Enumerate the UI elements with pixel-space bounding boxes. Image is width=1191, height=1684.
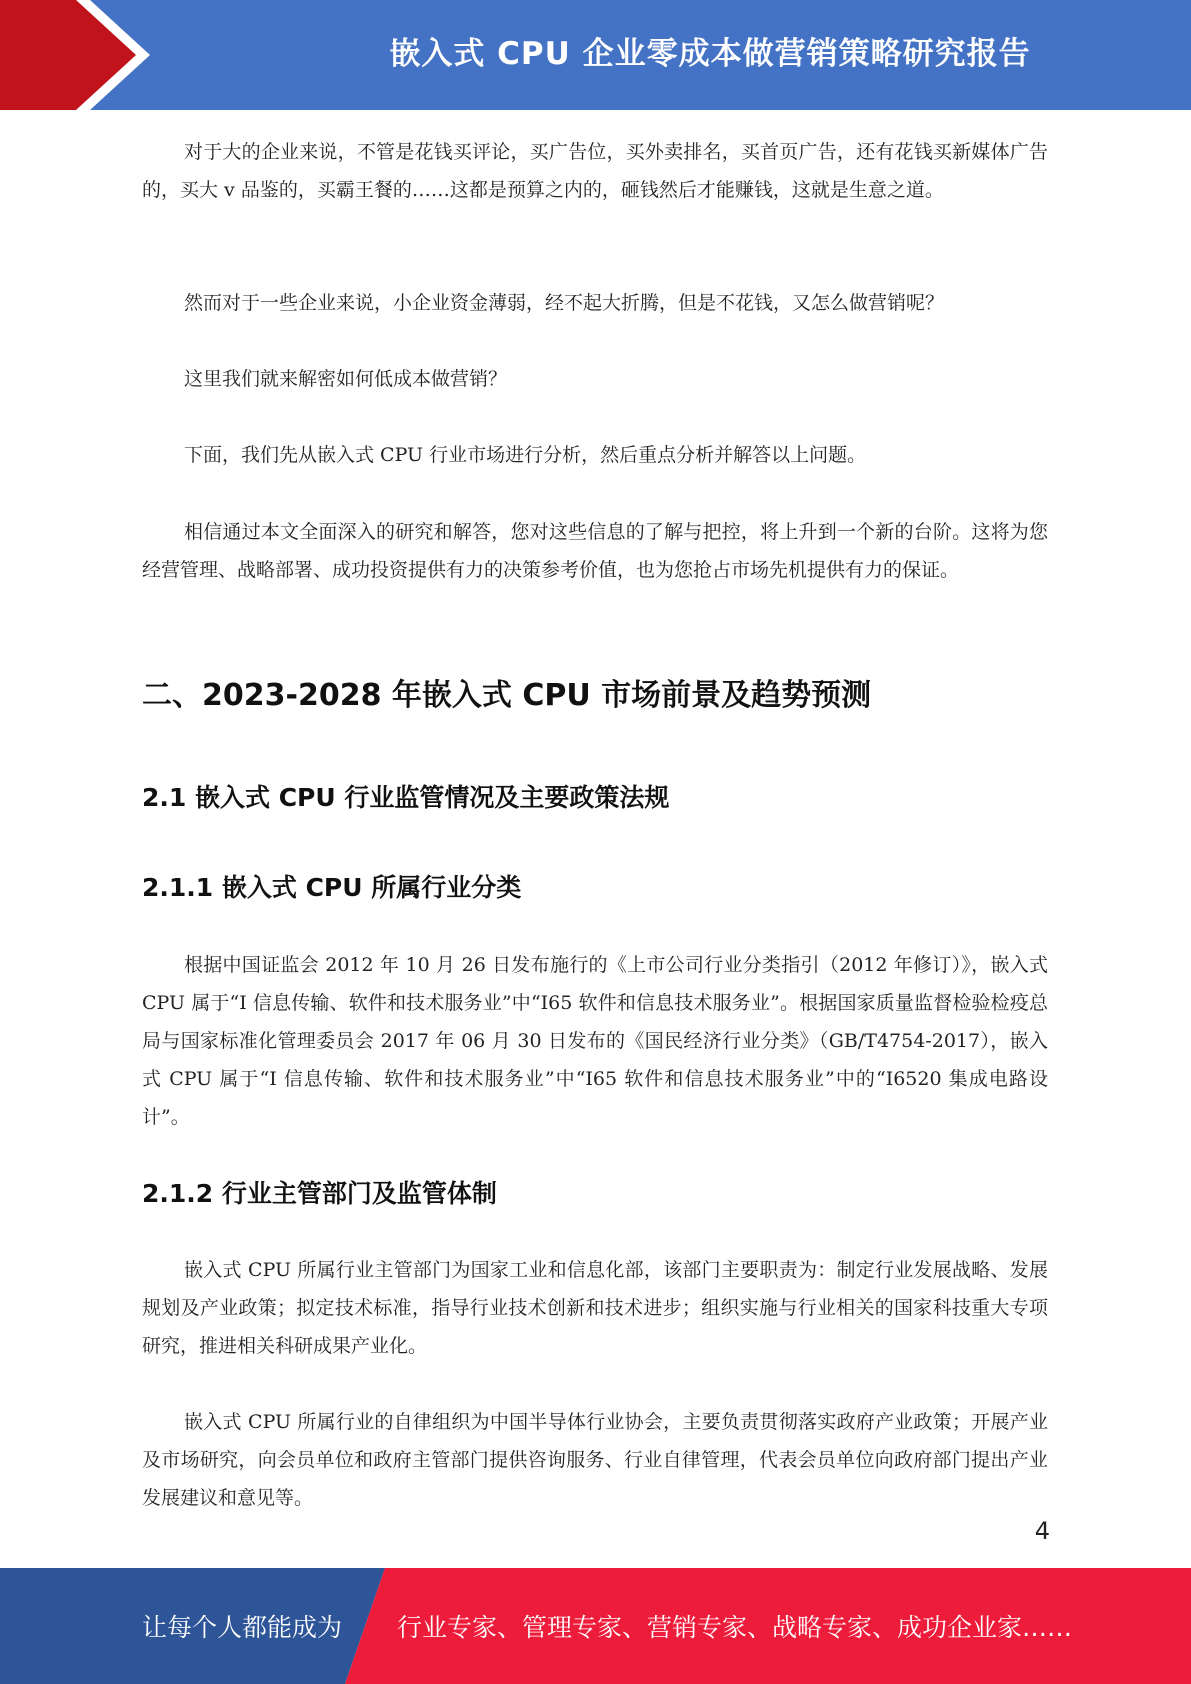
paragraph-self-regulatory-org: 嵌入式 CPU 所属行业的自律组织为中国半导体行业协会，主要负责贯彻落实政府产业政策；开展产业及市场研究，向会员单位和政府主管部门提供咨询服务、行业自律管理，代表会员单位向政府部门提出产业发展建议和意见等。	[142, 1411, 1048, 1509]
subsection-heading-2-1-1: 2.1.1 嵌入式 CPU 所属行业分类	[142, 873, 522, 902]
paragraph-small-enterprises: 然而对于一些企业来说，小企业资金薄弱，经不起大折腾，但是不花钱，又怎么做营销呢？	[184, 292, 945, 314]
report-title: 嵌入式 CPU 企业零成本做营销策略研究报告	[389, 35, 1031, 72]
paragraph-regulatory-authority: 嵌入式 CPU 所属行业主管部门为国家工业和信息化部，该部门主要职责为：制定行业发展战略、发展规划及产业政策；拟定技术标准，指导行业技术创新和技术进步；组织实施与行业相关的国家科技重大专项研究，推进相关科研成果产业化。	[142, 1259, 1048, 1357]
header-banner	[0, 0, 1191, 110]
subsection-heading-2-1: 2.1 嵌入式 CPU 行业监管情况及主要政策法规	[142, 783, 670, 812]
page-number: 4	[1034, 1517, 1050, 1545]
paragraph-analysis-intro: 下面，我们先从嵌入式 CPU 行业市场进行分析，然后重点分析并解答以上问题。	[184, 444, 867, 466]
section-heading-2: 二、2023-2028 年嵌入式 CPU 市场前景及趋势预测	[142, 678, 872, 713]
footer-banner	[0, 1568, 1191, 1684]
paragraph-low-cost-intro: 这里我们就来解密如何低成本做营销？	[184, 368, 508, 390]
subsection-heading-2-1-2: 2.1.2 行业主管部门及监管体制	[142, 1179, 497, 1208]
footer-slogan-left: 让每个人都能成为	[142, 1613, 343, 1642]
paragraph-large-enterprises: 对于大的企业来说，不管是花钱买评论，买广告位，买外卖排名，买首页广告，还有花钱买新媒体广告的，买大 v 品鉴的，买霸王餐的……这都是预算之内的，砸钱然后才能赚钱，这就是生意之道。	[142, 141, 1048, 201]
footer-slogan-right: 行业专家、管理专家、营销专家、战略专家、成功企业家……	[397, 1613, 1073, 1642]
paragraph-value-statement: 相信通过本文全面深入的研究和解答，您对这些信息的了解与把控，将上升到一个新的台阶。这将为您经营管理、战略部署、成功投资提供有力的决策参考价值，也为您抢占市场先机提供有力的保证。	[142, 521, 1048, 581]
paragraph-industry-classification: 根据中国证监会 2012 年 10 月 26 日发布施行的《上市公司行业分类指引（2012 年修订）》，嵌入式 CPU 属于“I 信息传输、软件和技术服务业”中“I65 软件和信息技术服务业”。根据国家质量监督检验检疫总局与国家标准化管理委员会 2017 年 06 月 30 日发布的《国民经济行业分类》（GB/T4754-2017），嵌入式 CPU 属于“I 信息传输、软件和技术服务业”中“I65 软件和信息技术服务业”中的“I6520 集成电路设计”。	[142, 954, 1048, 1128]
